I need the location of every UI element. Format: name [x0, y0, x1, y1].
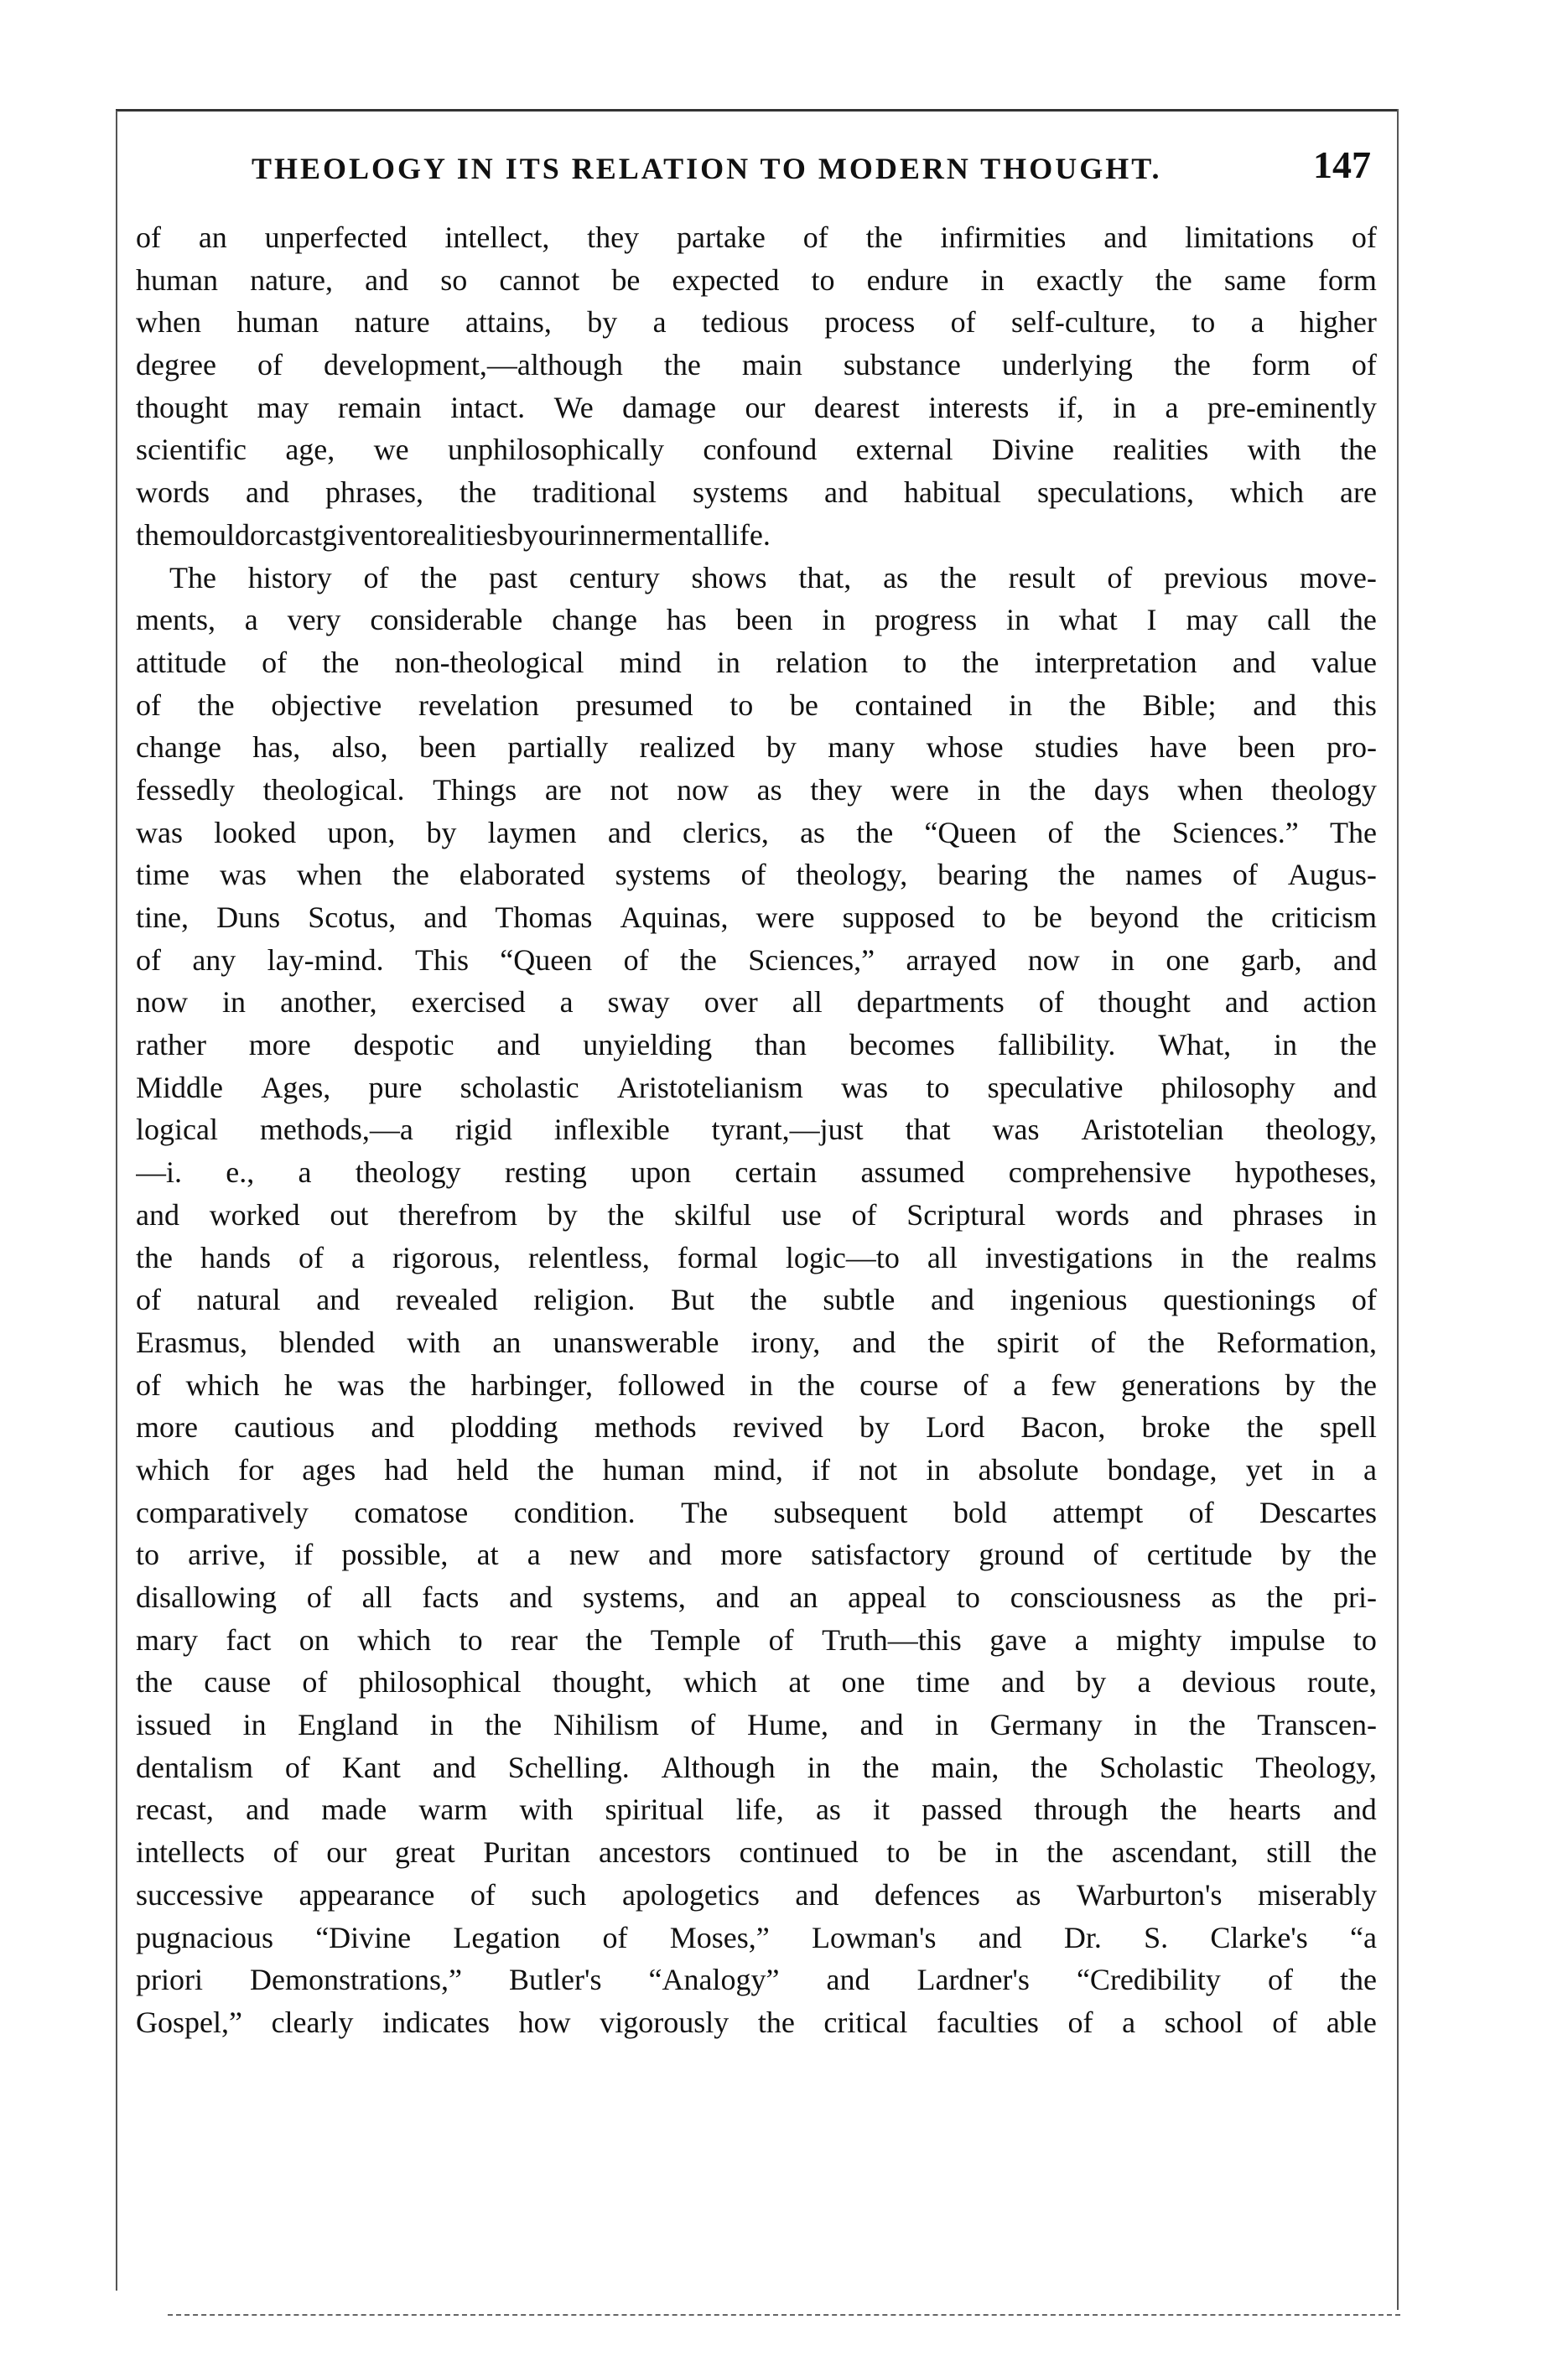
text-line: successive appearance of such apologetics and defences as Warburton's miserably — [136, 1877, 1377, 1912]
text-line: was looked upon, by laymen and clerics, as the “Queen of the Sciences.” The — [136, 815, 1377, 849]
text-line: the mould or cast given to realities by our inner mental life. — [136, 517, 771, 552]
text-line: to arrive, if possible, at a new and more satisfactory ground of certitude by the — [136, 1538, 1377, 1572]
text-line: Gospel,” clearly indicates how vigorously the critical faculties of a school of able — [136, 2005, 1377, 2039]
text-line: when human nature attains, by a tedious process of self-culture, to a higher — [136, 305, 1377, 340]
text-line: of any lay-mind. This “Queen of the Sciences,” arrayed now in one garb, and — [136, 942, 1377, 977]
text-line: tine, Duns Scotus, and Thomas Aquinas, were supposed to be beyond the criticism — [136, 900, 1377, 934]
text-line: scientific age, we unphilosophically confound external Divine realities with the — [136, 433, 1377, 467]
body-text — [136, 216, 1377, 2044]
text-line: ments, a very considerable change has been in progress in what I may call the — [136, 603, 1377, 637]
text-line: the cause of philosophical thought, which at one time and by a devious route, — [136, 1665, 1377, 1700]
text-line: —i. e., a theology resting upon certain assumed comprehensive hypotheses, — [136, 1155, 1377, 1190]
text-line: human nature, and so cannot be expected to endure in exactly the same form — [136, 262, 1377, 297]
text-line: dentalism of Kant and Schelling. Although in the main, the Scholastic Theology, — [136, 1750, 1377, 1784]
bottom-border-rule — [168, 2314, 1400, 2316]
text-line: The history of the past century shows that, as the result of previous move- — [169, 560, 1377, 594]
text-line: degree of development,—although the main substance underlying the form of — [136, 348, 1377, 382]
text-line: issued in England in the Nihilism of Hume, and in Germany in the Transcen- — [136, 1708, 1377, 1742]
text-line: thought may remain intact. We damage our dearest interests if, in a pre-eminently — [136, 390, 1377, 424]
page-number: 147 — [1313, 143, 1371, 186]
page-header — [252, 143, 1371, 193]
paragraph — [136, 216, 1377, 557]
running-title: THEOLOGY IN ITS RELATION TO MODERN THOUGHT. — [252, 152, 1162, 185]
text-line: which for ages had held the human mind, if not in absolute bondage, yet in a — [136, 1452, 1377, 1487]
text-line: mary fact on which to rear the Temple of Truth—this gave a mighty impulse to — [136, 1622, 1377, 1657]
paragraph — [136, 557, 1377, 2044]
text-line: rather more despotic and unyielding than becomes fallibility. What, in the — [136, 1028, 1377, 1062]
text-line: now in another, exercised a sway over all departments of thought and action — [136, 985, 1377, 1020]
text-line: disallowing of all facts and systems, and an appeal to consciousness as the pri- — [136, 1580, 1377, 1614]
text-line: words and phrases, the traditional systems and habitual speculations, which are — [136, 475, 1377, 510]
text-line: attitude of the non-theological mind in relation to the interpretation and value — [136, 645, 1377, 679]
text-line: comparatively comatose condition. The subsequent bold attempt of Descartes — [136, 1495, 1377, 1529]
text-line: Erasmus, blended with an unanswerable irony, and the spirit of the Reformation, — [136, 1325, 1377, 1359]
text-line: of the objective revelation presumed to be contained in the Bible; and this — [136, 688, 1377, 722]
text-line: the hands of a rigorous, relentless, formal logic—to all investigations in the realms — [136, 1240, 1377, 1274]
text-line: pugnacious “Divine Legation of Moses,” Lowman's and Dr. S. Clarke's “a — [136, 1920, 1377, 1954]
text-line: priori Demonstrations,” Butler's “Analogy” and Lardner's “Credibility of the — [136, 1963, 1377, 1997]
text-line: Middle Ages, pure scholastic Aristotelianism was to speculative philosophy and — [136, 1070, 1377, 1104]
text-line: recast, and made warm with spiritual life, as it passed through the hearts and — [136, 1793, 1377, 1827]
text-line: of natural and revealed religion. But the subtle and ingenious questionings of — [136, 1283, 1377, 1317]
text-line: change has, also, been partially realized by many whose studies have been pro- — [136, 730, 1377, 765]
text-line: logical methods,—a rigid inflexible tyrant,—just that was Aristotelian theology, — [136, 1113, 1377, 1147]
text-line: fessedly theological. Things are not now as they were in the days when theology — [136, 772, 1377, 807]
text-line: more cautious and plodding methods revived by Lord Bacon, broke the spell — [136, 1410, 1377, 1445]
text-line: intellects of our great Puritan ancestors continued to be in the ascendant, still the — [136, 1835, 1377, 1870]
left-border-rule — [116, 111, 117, 2291]
text-line: of which he was the harbinger, followed in the course of a few generations by the — [136, 1367, 1377, 1402]
text-line: of an unperfected intellect, they partake of the infirmities and limitations of — [136, 221, 1377, 254]
text-line: and worked out therefrom by the skilful use of Scriptural words and phrases in — [136, 1197, 1377, 1232]
text-line: time was when the elaborated systems of theology, bearing the names of Augus- — [136, 858, 1377, 892]
top-border-rule — [116, 109, 1397, 112]
right-border-rule — [1397, 109, 1399, 2310]
